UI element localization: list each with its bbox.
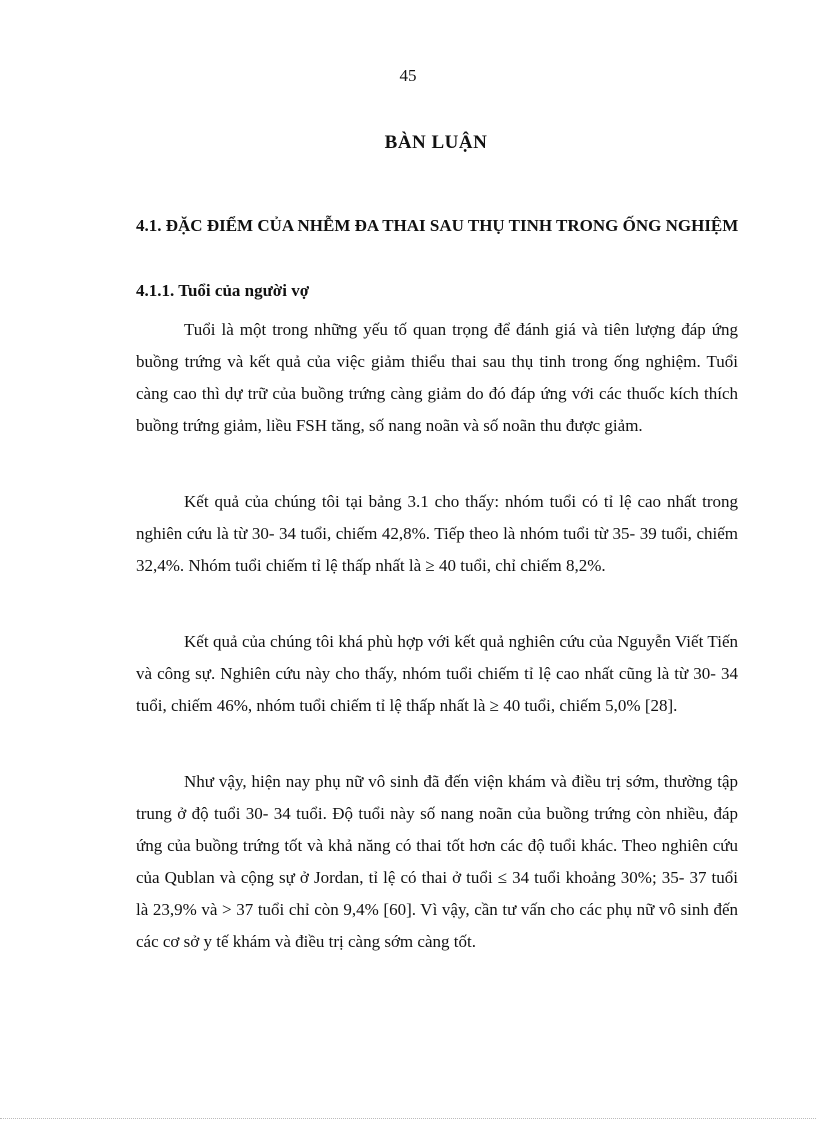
body-paragraph-3: Kết quả của chúng tôi khá phù hợp với kết quả nghiên cứu của Nguyễn Viết Tiến và công sự. Nghiên cứu này cho thấy, nhóm tuổi chiếm tỉ lệ cao nhất cũng là từ 30- 34 tuổi, chiếm 46%, nhóm tuổi chiếm tỉ lệ thấp nhất là ≥ 40 tuổi, chiếm 5,0% [28].: [136, 632, 738, 715]
body-paragraph-4: Như vậy, hiện nay phụ nữ vô sinh đã đến viện khám và điều trị sớm, thường tập trung ở độ tuổi 30- 34 tuổi. Độ tuổi này số nang noãn của buồng trứng còn nhiều, đáp ứng của buồng trứng tốt và khả năng có thai tốt hơn các độ tuổi khác. Theo nghiên cứu của Qublan và cộng sự ở Jordan, tỉ lệ có thai ở tuổi ≤ 34 tuổi khoảng 30%; 35- 37 tuổi là 23,9% và > 37 tuổi chỉ còn 9,4% [60]. Vì vậy, cần tư vấn cho các phụ nữ vô sinh đến các cơ sở y tế khám và điều trị càng sớm càng tốt.: [136, 772, 738, 951]
page-bottom-rule: [0, 1118, 816, 1120]
section-heading: 4.1. ĐẶC ĐIỂM CỦA NHỄM ĐA THAI SAU THỤ TINH TRONG ỐNG NGHIỆM: [136, 216, 739, 235]
subsection-heading: 4.1.1. Tuổi của người vợ: [136, 281, 310, 300]
body-paragraph-2: Kết quả của chúng tôi tại bảng 3.1 cho thấy: nhóm tuổi có tỉ lệ cao nhất trong nghiên cứu là từ 30- 34 tuổi, chiếm 42,8%. Tiếp theo là nhóm tuổi từ 35- 39 tuổi, chiếm 32,4%. Nhóm tuổi chiếm tỉ lệ thấp nhất là ≥ 40 tuổi, chỉ chiếm 8,2%.: [136, 492, 738, 575]
body-paragraph-1: Tuổi là một trong những yếu tố quan trọng để đánh giá và tiên lượng đáp ứng buồng trứng và kết quả của việc giảm thiểu thai sau thụ tinh trong ống nghiệm. Tuổi càng cao thì dự trữ của buồng trứng càng giảm do đó đáp ứng với các thuốc kích thích buồng trứng giảm, liều FSH tăng, số nang noãn và số noãn thu được giảm.: [136, 320, 738, 435]
chapter-title: BÀN LUẬN: [384, 132, 488, 153]
page-number: 45: [399, 66, 417, 85]
